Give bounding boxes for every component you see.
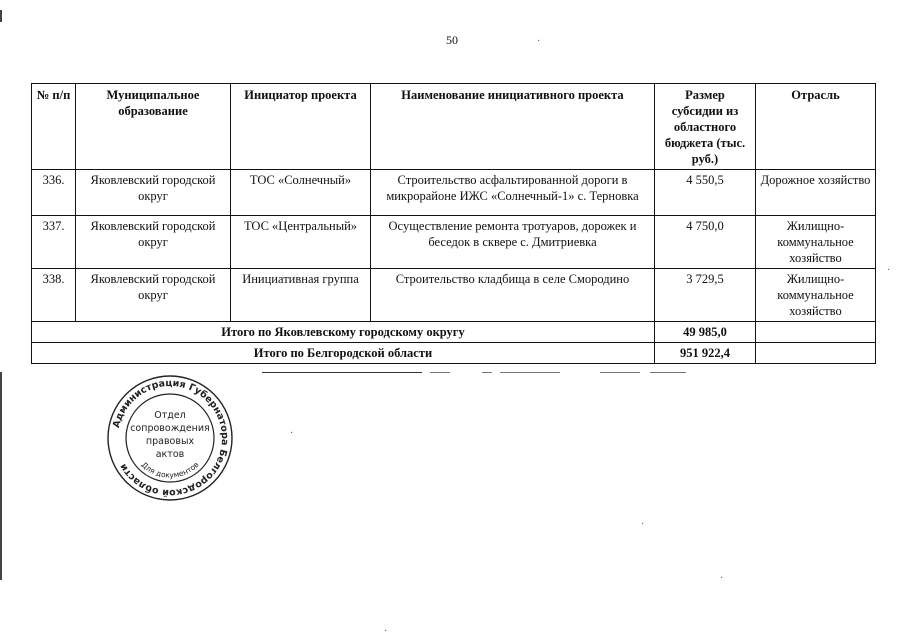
scan-speck: · (720, 573, 724, 584)
total-label: Итого по Яковлевскому городскому округу (32, 322, 655, 343)
row-municipality: Яковлевский городской округ (76, 170, 231, 216)
row-sector: Жилищно-коммунальное хозяйство (756, 216, 876, 269)
scan-edge-mark (0, 372, 2, 580)
row-municipality: Яковлевский городской округ (76, 216, 231, 269)
header-sector: Отрасль (756, 84, 876, 170)
row-num: 338. (32, 269, 76, 322)
row-sector: Жилищно-коммунальное хозяйство (756, 269, 876, 322)
row-subsidy: 4 750,0 (655, 216, 756, 269)
stamp-ring-text: Администрация Губернатора Белгородской области (111, 377, 231, 499)
separator-line (262, 372, 422, 373)
scan-dash (600, 372, 640, 373)
row-project: Строительство асфальтированной дороги в микрорайоне ИЖС «Солнечный-1» с. Терновка (371, 170, 655, 216)
scan-speck: · (641, 519, 645, 530)
scan-dash (500, 372, 560, 373)
row-initiator: Инициативная группа (231, 269, 371, 322)
row-subsidy: 4 550,5 (655, 170, 756, 216)
total-row-region (32, 343, 876, 364)
header-municipality: Муниципальное образование (76, 84, 231, 170)
stamp-line: актов (155, 449, 185, 460)
official-stamp (105, 373, 235, 503)
header-subsidy: Размер субсидии из областного бюджета (тыс. руб.) (655, 84, 756, 170)
scan-speck: · (537, 36, 541, 47)
subsidy-table (31, 83, 876, 364)
header-project: Наименование инициативного проекта (371, 84, 655, 170)
total-value: 951 922,4 (655, 343, 756, 364)
total-empty-cell (756, 343, 876, 364)
stamp-line: сопровождения (130, 423, 210, 434)
row-sector: Дорожное хозяйство (756, 170, 876, 216)
row-num: 336. (32, 170, 76, 216)
row-municipality: Яковлевский городской округ (76, 269, 231, 322)
header-initiator: Инициатор проекта (231, 84, 371, 170)
scan-edge-mark (0, 10, 2, 22)
row-project: Строительство кладбища в селе Смородино (371, 269, 655, 322)
table-row (32, 269, 876, 322)
total-value: 49 985,0 (655, 322, 756, 343)
total-label: Итого по Белгородской области (32, 343, 655, 364)
table-header-row (32, 84, 876, 170)
row-initiator: ТОС «Солнечный» (231, 170, 371, 216)
row-num: 337. (32, 216, 76, 269)
page-number: 50 (446, 33, 458, 47)
scan-dash (430, 372, 450, 373)
stamp-line: Отдел (154, 410, 186, 421)
scan-speck: · (384, 626, 388, 637)
stamp-bottom-text: Для документов (139, 459, 201, 480)
header-num: № п/п (32, 84, 76, 170)
table-row (32, 170, 876, 216)
stamp-line: правовых (145, 436, 195, 447)
scan-dash (650, 372, 686, 373)
total-row-district (32, 322, 876, 343)
row-subsidy: 3 729,5 (655, 269, 756, 322)
scan-speck: · (887, 265, 891, 276)
table-row (32, 216, 876, 269)
row-initiator: ТОС «Центральный» (231, 216, 371, 269)
scan-speck: · (290, 428, 294, 439)
row-project: Осуществление ремонта тротуаров, дорожек и беседок в сквере с. Дмитриевка (371, 216, 655, 269)
scan-dash (482, 372, 492, 373)
total-empty-cell (756, 322, 876, 343)
